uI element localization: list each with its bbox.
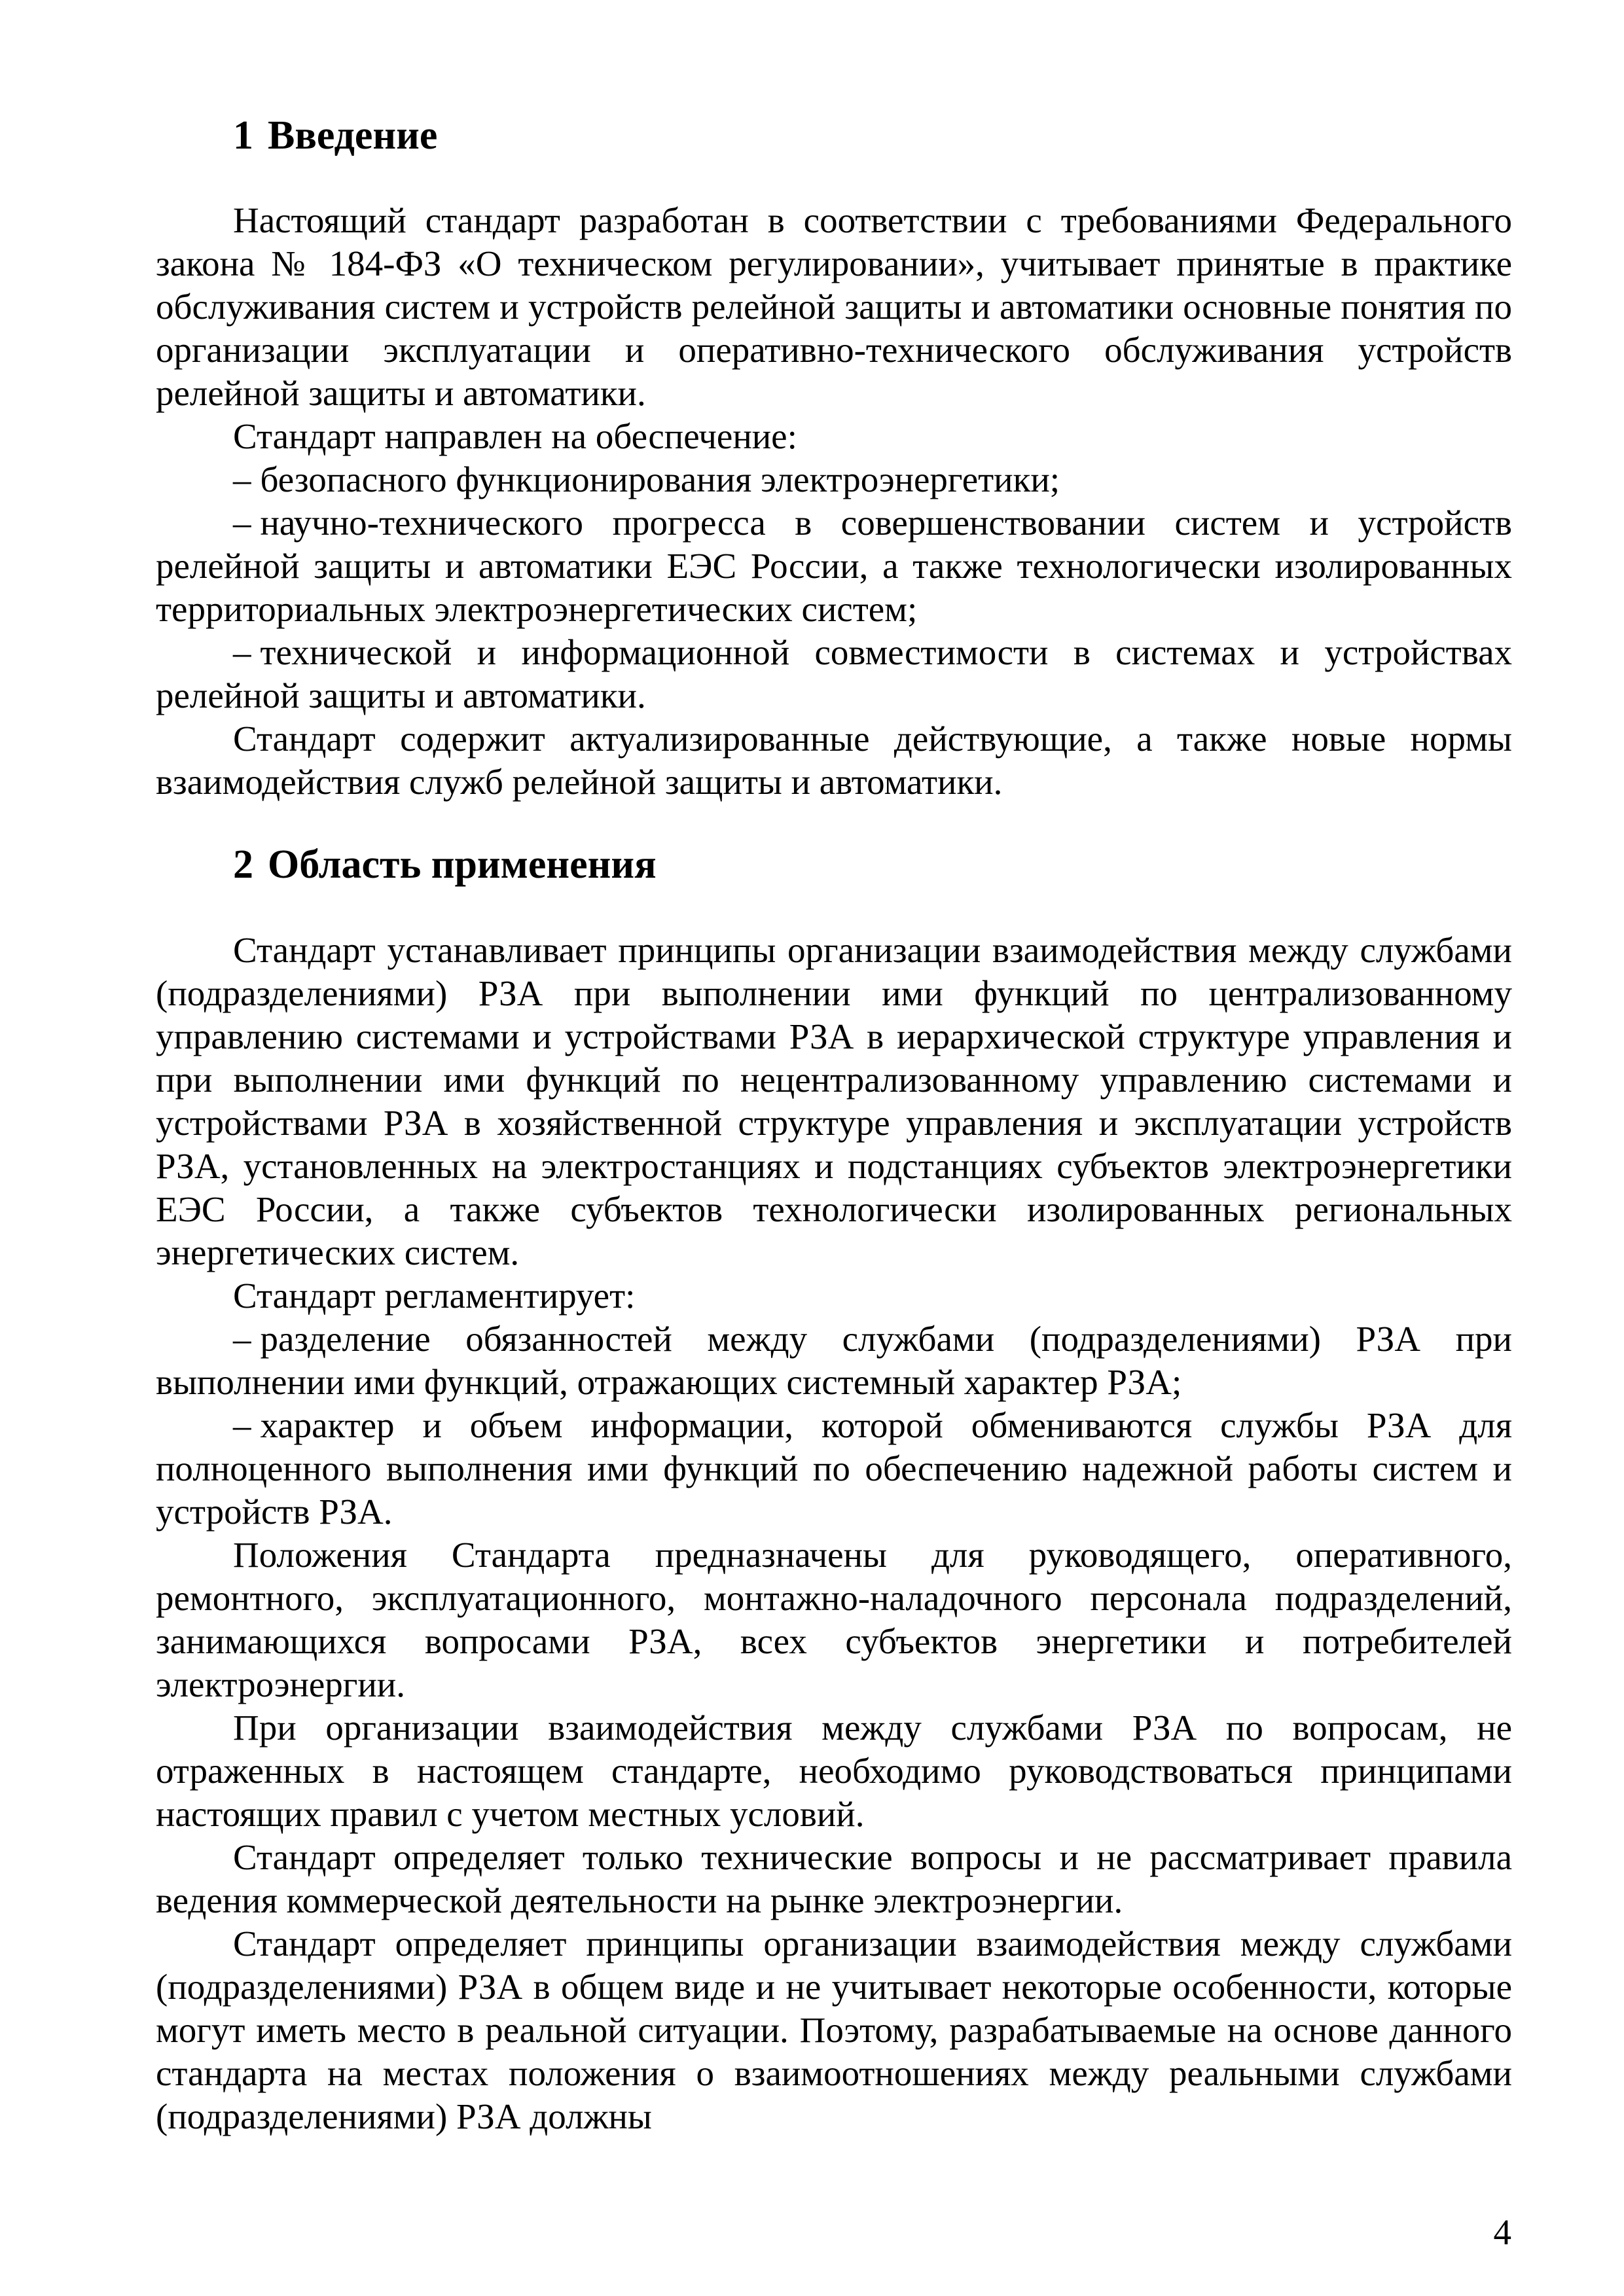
section-title: Область применения: [268, 842, 657, 888]
section-scope: [156, 840, 1512, 2138]
list-dash: –: [233, 459, 251, 500]
page-content: [156, 111, 1512, 2175]
list-item: [156, 501, 1512, 631]
list-item-text: разделение обязанностей между службами (подразделениями) РЗА при выполнении ими функций, отражающих системный характер РЗА;: [156, 1318, 1512, 1402]
list-item: [156, 631, 1512, 717]
section-introduction: [156, 111, 1512, 804]
list-dash: –: [233, 632, 251, 673]
paragraph: Стандарт определяет принципы организации взаимодействия между службами (подразделениями) РЗА в общем виде и не учитывает некоторые особенности, которые могут иметь место в реальной ситуации. Поэтому, разрабатываемые на основе данного стандарта на местах положения о взаимоотношениях между реальными службами (подразделениями) РЗА должны: [156, 1923, 1512, 2136]
paragraph: Положения Стандарта предназначены для руководящего, оперативного, ремонтного, эксплуатационного, монтажно-наладочного персонала подразделений, занимающихся вопросами РЗА, всех субъектов энергетики и потребителей электроэнергии.: [156, 1534, 1512, 1704]
paragraph: Стандарт определяет только технические вопросы и не рассматривает правила ведения коммерческой деятельности на рынке электроэнергии.: [156, 1837, 1512, 1920]
list-item: [156, 1318, 1512, 1404]
list-item: [156, 458, 1512, 501]
section-number: 1: [233, 113, 253, 158]
section-number: 2: [233, 842, 253, 888]
list-item: [156, 1404, 1512, 1534]
paragraph: Стандарт регламентирует:: [233, 1275, 636, 1316]
list-item-text: безопасного функционирования электроэнергетики;: [260, 459, 1060, 500]
section-heading: [156, 111, 1512, 160]
paragraph: Настоящий стандарт разработан в соответствии с требованиями Федерального закона № 184-ФЗ «О техническом регулировании», учитывает принятые в практике обслуживания систем и устройств релейной защиты и автоматики основные понятия по организации эксплуатации и оперативно-технического обслуживания устройств релейной защиты и автоматики.: [156, 200, 1512, 414]
page-number: 4: [1493, 2212, 1511, 2252]
paragraph: Стандарт направлен на обеспечение:: [233, 416, 797, 457]
paragraph: Стандарт содержит актуализированные действующие, а также новые нормы взаимодействия служб релейной защиты и автоматики.: [156, 719, 1512, 802]
list-item-text: научно-технического прогресса в совершенствовании систем и устройств релейной защиты и автоматики ЕЭС России, а также технологически изолированных территориальных электроэнергетических систем;: [156, 503, 1512, 630]
list-dash: –: [233, 1318, 251, 1359]
section-heading: [156, 840, 1512, 889]
paragraph: При организации взаимодействия между службами РЗА по вопросам, не отраженных в настоящем стандарте, необходимо руководствоваться принципами настоящих правил с учетом местных условий.: [156, 1707, 1512, 1834]
list-item-text: технической и информационной совместимости в системах и устройствах релейной защиты и автоматики.: [156, 632, 1512, 716]
paragraph: Стандарт устанавливает принципы организации взаимодействия между службами (подразделениями) РЗА при выполнении ими функций по централизованному управлению системами и устройствами РЗА в иерархической структуре управления и при выполнении ими функций по нецентрализованному управлению системами и устройствами РЗА в хозяйственной структуре управления и эксплуатации устройств РЗА, установленных на электростанциях и подстанциях субъектов электроэнергетики ЕЭС России, а также субъектов технологически изолированных региональных энергетических систем.: [156, 929, 1512, 1272]
list-dash: –: [233, 1405, 251, 1445]
section-title: Введение: [268, 113, 438, 158]
list-item-text: характер и объем информации, которой обмениваются службы РЗА для полноценного выполнения ими функций по обеспечению надежной работы систем и устройств РЗА.: [156, 1405, 1512, 1532]
list-dash: –: [233, 503, 251, 543]
